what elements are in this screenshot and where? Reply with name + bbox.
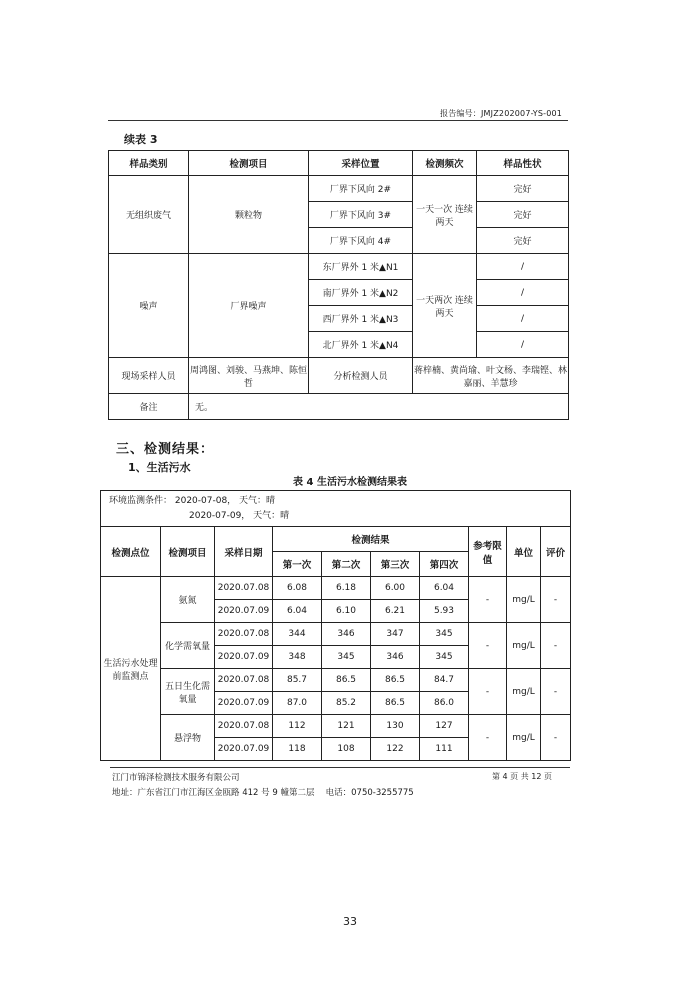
- sample-category: 噪声: [109, 254, 189, 358]
- conditions-line-1: 环境监测条件： 2020-07-08， 天气：晴: [109, 495, 276, 506]
- result-value: 348: [273, 646, 322, 669]
- footer-page-info: 第 4 页 共 12 页: [492, 772, 552, 781]
- result-value: 118: [273, 738, 322, 761]
- sample-status: /: [477, 306, 569, 332]
- sample-status: 完好: [477, 202, 569, 228]
- col-header-results: 检测结果: [273, 527, 469, 552]
- sampling-location: 北厂界外 1 米▲N4: [309, 332, 413, 358]
- result-value: 85.7: [273, 669, 322, 692]
- samplers-names: 周鸿图、刘骏、马燕坤、陈恒哲: [189, 358, 309, 394]
- result-value: 6.18: [322, 577, 371, 600]
- table-row: [101, 715, 571, 738]
- result-value: 130: [371, 715, 420, 738]
- result-value: 127: [420, 715, 469, 738]
- remark-value: 无。: [189, 394, 569, 420]
- col-header-r3: 第三次: [371, 552, 420, 577]
- result-value: 344: [273, 623, 322, 646]
- result-value: 6.00: [371, 577, 420, 600]
- result-value: 6.08: [273, 577, 322, 600]
- unit: mg/L: [507, 577, 541, 623]
- result-value: 86.5: [371, 669, 420, 692]
- samplers-label: 现场采样人员: [109, 358, 189, 394]
- sampling-location: 厂界下风向 3#: [309, 202, 413, 228]
- table-row: [109, 176, 569, 202]
- sampling-location: 厂界下风向 2#: [309, 176, 413, 202]
- sampling-location: 西厂界外 1 米▲N3: [309, 306, 413, 332]
- result-value: 6.04: [273, 600, 322, 623]
- result-value: 346: [322, 623, 371, 646]
- staff-row: [109, 358, 569, 394]
- header-divider: [108, 120, 568, 121]
- evaluation: -: [541, 623, 571, 669]
- result-value: 6.10: [322, 600, 371, 623]
- unit: mg/L: [507, 715, 541, 761]
- result-value: 5.93: [420, 600, 469, 623]
- result-value: 346: [371, 646, 420, 669]
- col-header: 检测项目: [189, 151, 309, 176]
- sample-status: /: [477, 254, 569, 280]
- col-header: 样品类别: [109, 151, 189, 176]
- evaluation: -: [541, 715, 571, 761]
- test-frequency: 一天一次 连续两天: [413, 176, 477, 254]
- sample-date: 2020.07.09: [215, 600, 273, 623]
- sample-date: 2020.07.08: [215, 577, 273, 600]
- table-row: [101, 623, 571, 646]
- unit: mg/L: [507, 669, 541, 715]
- footer-address: 地址：广东省江门市江海区金瓯路 412 号 9 幢第二层 电话：0750-3255775: [112, 788, 414, 798]
- col-header-point: 检测点位: [101, 527, 161, 577]
- col-header-r2: 第二次: [322, 552, 371, 577]
- result-value: 121: [322, 715, 371, 738]
- test-item: 颗粒物: [189, 176, 309, 254]
- sample-date: 2020.07.09: [215, 692, 273, 715]
- test-item: 氨氮: [161, 577, 215, 623]
- reference-limit: -: [469, 577, 507, 623]
- conditions-row: [101, 491, 571, 527]
- table3-caption: 续表 3: [124, 133, 158, 146]
- sampling-location: 南厂界外 1 米▲N2: [309, 280, 413, 306]
- test-item: 五日生化需氧量: [161, 669, 215, 715]
- result-value: 122: [371, 738, 420, 761]
- col-header-unit: 单位: [507, 527, 541, 577]
- sample-status: 完好: [477, 176, 569, 202]
- analysts-names: 蒋梓楠、黄尚瑜、叶文杨、李瑞铿、林嘉丽、羊慧珍: [413, 358, 569, 394]
- reference-limit: -: [469, 623, 507, 669]
- monitoring-conditions: [101, 491, 571, 527]
- table3-header-row: [109, 151, 569, 176]
- reference-limit: -: [469, 669, 507, 715]
- table-row: [101, 669, 571, 692]
- result-value: 112: [273, 715, 322, 738]
- sample-date: 2020.07.08: [215, 715, 273, 738]
- sample-date: 2020.07.09: [215, 646, 273, 669]
- reference-limit: -: [469, 715, 507, 761]
- sampling-location: 东厂界外 1 米▲N1: [309, 254, 413, 280]
- result-value: 86.5: [371, 692, 420, 715]
- col-header-r1: 第一次: [273, 552, 322, 577]
- col-header: 样品性状: [477, 151, 569, 176]
- result-value: 111: [420, 738, 469, 761]
- result-value: 345: [420, 646, 469, 669]
- result-value: 6.21: [371, 600, 420, 623]
- result-value: 87.0: [273, 692, 322, 715]
- section-heading: 三、检测结果：: [116, 442, 215, 457]
- sample-status: /: [477, 332, 569, 358]
- result-value: 85.2: [322, 692, 371, 715]
- result-value: 347: [371, 623, 420, 646]
- col-header: 采样位置: [309, 151, 413, 176]
- col-header-r4: 第四次: [420, 552, 469, 577]
- sample-status: 完好: [477, 228, 569, 254]
- sampling-location: 厂界下风向 4#: [309, 228, 413, 254]
- result-value: 345: [420, 623, 469, 646]
- sample-date: 2020.07.08: [215, 623, 273, 646]
- footer-divider: [110, 767, 570, 768]
- col-header-eval: 评价: [541, 527, 571, 577]
- monitoring-point: 生活污水处理前监测点: [101, 577, 161, 761]
- test-item: 厂界噪声: [189, 254, 309, 358]
- sewage-results-table: [100, 490, 571, 761]
- section-subheading: 1、生活污水: [128, 461, 191, 474]
- table-row: [101, 577, 571, 600]
- remark-row: [109, 394, 569, 420]
- page-number: 33: [343, 915, 357, 928]
- result-value: 108: [322, 738, 371, 761]
- unit: mg/L: [507, 623, 541, 669]
- test-frequency: 一天两次 连续两天: [413, 254, 477, 358]
- evaluation: -: [541, 669, 571, 715]
- result-value: 6.04: [420, 577, 469, 600]
- table4-header-row: [101, 527, 571, 552]
- result-value: 345: [322, 646, 371, 669]
- analysts-label: 分析检测人员: [309, 358, 413, 394]
- remark-label: 备注: [109, 394, 189, 420]
- col-header: 检测频次: [413, 151, 477, 176]
- report-number: 报告编号：JMJZ202007-YS-001: [440, 109, 563, 118]
- evaluation: -: [541, 577, 571, 623]
- test-item: 悬浮物: [161, 715, 215, 761]
- table-row: [109, 254, 569, 280]
- sampling-info-table: [108, 150, 569, 420]
- sample-date: 2020.07.08: [215, 669, 273, 692]
- table4-title: 表 4 生活污水检测结果表: [293, 477, 407, 488]
- result-value: 84.7: [420, 669, 469, 692]
- col-header-ref: 参考限值: [469, 527, 507, 577]
- conditions-line-2: 2020-07-09， 天气：晴: [189, 510, 290, 521]
- result-value: 86.0: [420, 692, 469, 715]
- col-header-date: 采样日期: [215, 527, 273, 577]
- test-item: 化学需氧量: [161, 623, 215, 669]
- sample-status: /: [477, 280, 569, 306]
- sample-category: 无组织废气: [109, 176, 189, 254]
- footer-company: 江门市锦泽检测技术服务有限公司: [112, 773, 240, 783]
- sample-date: 2020.07.09: [215, 738, 273, 761]
- col-header-item: 检测项目: [161, 527, 215, 577]
- result-value: 86.5: [322, 669, 371, 692]
